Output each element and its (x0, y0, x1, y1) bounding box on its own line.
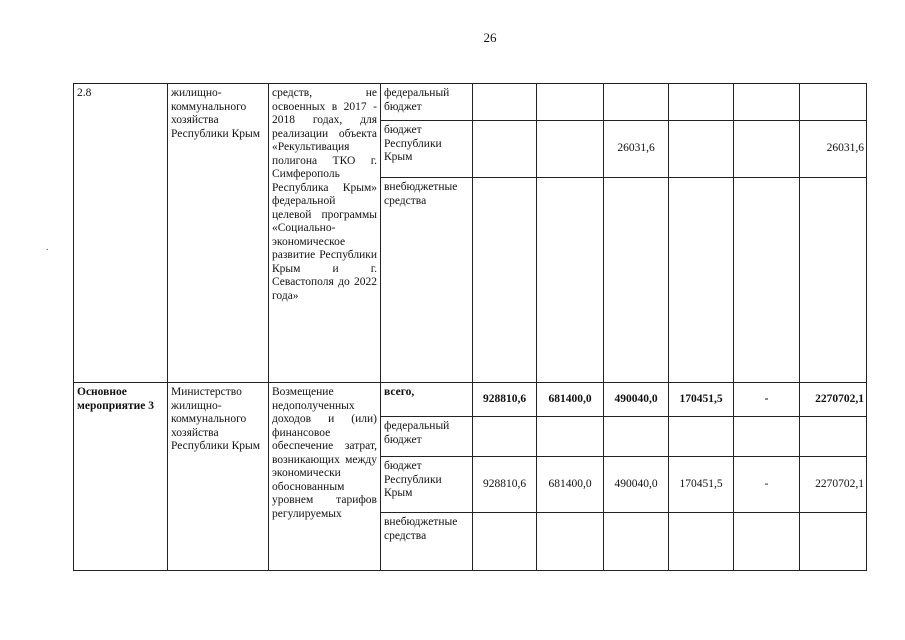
value-cell (669, 513, 734, 571)
value-cell (537, 178, 604, 383)
value-cell: 26031,6 (604, 121, 669, 178)
value-cell (669, 417, 734, 457)
page-number: 26 (483, 30, 497, 45)
value-cell (473, 513, 537, 571)
value-cell: 170451,5 (669, 457, 734, 513)
value-cell (669, 84, 734, 121)
row-executor: жилищно-коммунального хозяйства Республики Крым (168, 84, 269, 383)
value-cell (734, 417, 800, 457)
value-cell: - (734, 383, 800, 417)
total-cell (800, 84, 867, 121)
total-cell (800, 178, 867, 383)
row-code: 2.8 (74, 84, 168, 383)
value-cell (669, 178, 734, 383)
value-cell: 490040,0 (604, 383, 669, 417)
value-cell (604, 178, 669, 383)
value-cell (669, 121, 734, 178)
value-cell (473, 121, 537, 178)
value-cell (604, 417, 669, 457)
total-cell (800, 417, 867, 457)
value-cell: 928810,6 (473, 457, 537, 513)
funding-source: бюджет Республики Крым (381, 121, 473, 178)
funding-source: федеральный бюджет (381, 84, 473, 121)
row-description: средств, не освоенных в 2017 - 2018 годах, для реализации объекта «Рекультивация полигона ТКО г. Симферополь Республика Крым» федеральной целевой программы «Социально-экономическое развитие Республики Крым и г. Севастополя до 2022 года» (269, 84, 381, 383)
value-cell (734, 121, 800, 178)
value-cell (604, 84, 669, 121)
value-cell: 170451,5 (669, 383, 734, 417)
total-cell: 26031,6 (800, 121, 867, 178)
value-cell (604, 513, 669, 571)
value-cell (734, 513, 800, 571)
row-executor: Министерство жилищно-коммунального хозяйства Республики Крым (168, 383, 269, 571)
row-code: Основное мероприятие 3 (74, 383, 168, 571)
total-cell (800, 513, 867, 571)
funding-source: внебюджетные средства (381, 513, 473, 571)
funding-source: федеральный бюджет (381, 417, 473, 457)
value-cell: 490040,0 (604, 457, 669, 513)
stray-mark: . (46, 242, 49, 253)
table-row (74, 84, 867, 121)
budget-table (73, 83, 867, 571)
total-cell: 2270702,1 (800, 383, 867, 417)
value-cell (537, 513, 604, 571)
value-cell (473, 84, 537, 121)
value-cell: - (734, 457, 800, 513)
value-cell: 681400,0 (537, 383, 604, 417)
row-description: Возмещение недополученных доходов и (или) финансовое обеспечение затрат, возникающих между экономически обоснованным уровнем тарифов регулируемых (269, 383, 381, 571)
funding-source: бюджет Республики Крым (381, 457, 473, 513)
value-cell (537, 121, 604, 178)
value-cell (537, 417, 604, 457)
funding-source: всего, (381, 383, 473, 417)
total-cell: 2270702,1 (800, 457, 867, 513)
value-cell: 928810,6 (473, 383, 537, 417)
value-cell (537, 84, 604, 121)
value-cell: 681400,0 (537, 457, 604, 513)
value-cell (473, 417, 537, 457)
funding-source: внебюджетные средства (381, 178, 473, 383)
value-cell (734, 178, 800, 383)
table-row (74, 383, 867, 417)
value-cell (473, 178, 537, 383)
value-cell (734, 84, 800, 121)
